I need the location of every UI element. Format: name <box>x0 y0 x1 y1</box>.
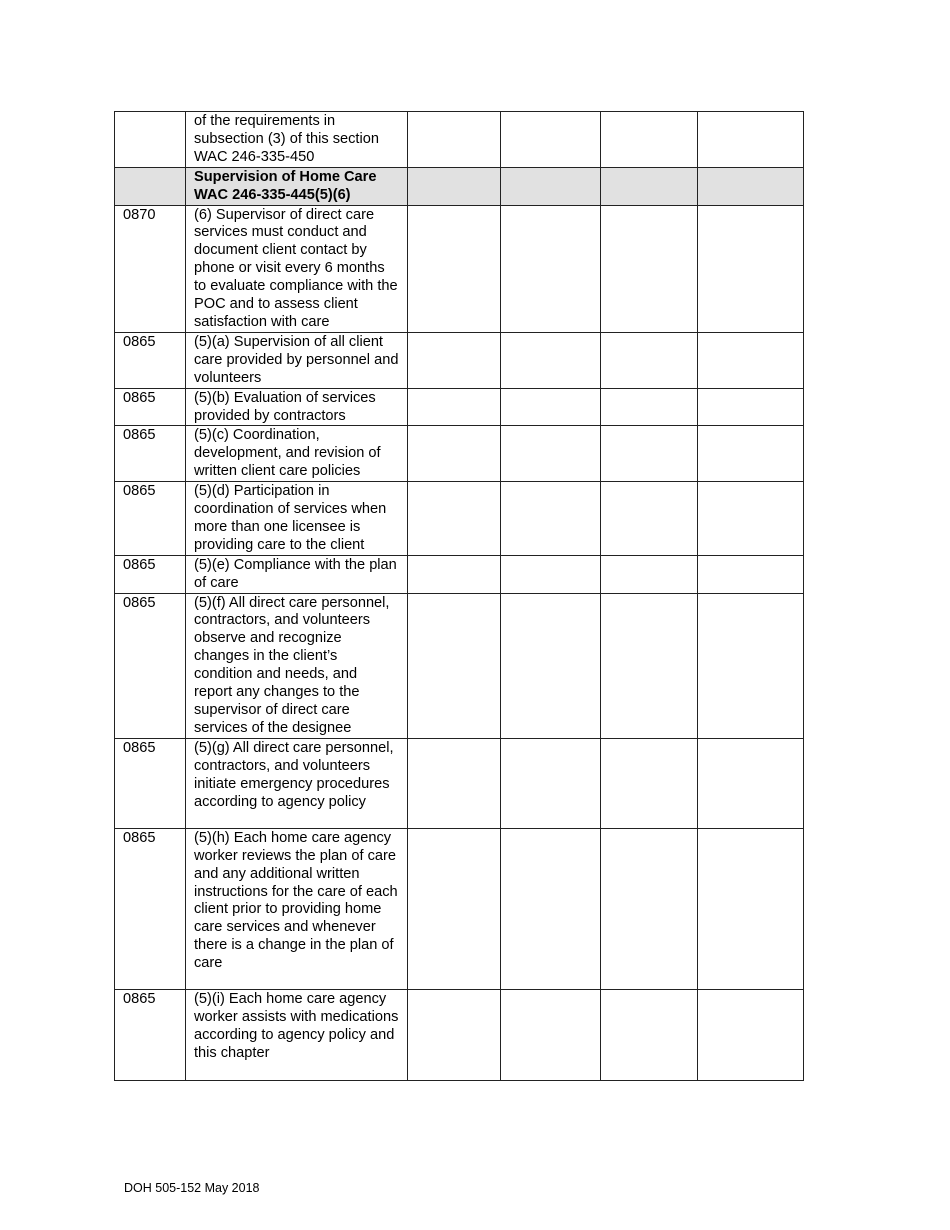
blank-cell <box>408 482 501 556</box>
table-row <box>115 828 804 989</box>
blank-cell <box>601 593 698 738</box>
form-footer: DOH 505-152 May 2018 <box>124 1181 260 1195</box>
blank-cell <box>601 828 698 989</box>
table-row <box>115 482 804 556</box>
requirement-cell: (5)(e) Compliance with the plan of care <box>186 555 408 593</box>
blank-cell <box>501 426 601 482</box>
blank-cell <box>698 167 804 205</box>
blank-cell <box>408 989 501 1080</box>
requirement-cell: (5)(a) Supervision of all client care provided by personnel and volunteers <box>186 332 408 388</box>
tag-cell: 0865 <box>115 828 186 989</box>
tag-cell: 0870 <box>115 205 186 332</box>
tag-cell: 0865 <box>115 482 186 556</box>
blank-cell <box>601 112 698 168</box>
blank-cell <box>408 205 501 332</box>
table-row <box>115 738 804 828</box>
blank-cell <box>501 593 601 738</box>
blank-cell <box>698 828 804 989</box>
blank-cell <box>698 205 804 332</box>
blank-cell <box>408 167 501 205</box>
blank-cell <box>601 482 698 556</box>
blank-cell <box>501 989 601 1080</box>
tag-cell: 0865 <box>115 388 186 426</box>
blank-cell <box>501 555 601 593</box>
tag-cell: 0865 <box>115 593 186 738</box>
blank-cell <box>408 388 501 426</box>
requirement-cell: (5)(f) All direct care personnel, contractors, and volunteers observe and recognize changes in the client’s condition and needs, and report any changes to the supervisor of direct care services of the designee <box>186 593 408 738</box>
table-row <box>115 593 804 738</box>
tag-cell: 0865 <box>115 426 186 482</box>
blank-cell <box>698 482 804 556</box>
blank-cell <box>601 426 698 482</box>
section-header-row <box>115 167 804 205</box>
blank-cell <box>501 738 601 828</box>
blank-cell <box>698 989 804 1080</box>
blank-cell <box>698 388 804 426</box>
requirement-cell: of the requirements in subsection (3) of this section WAC 246-335-450 <box>186 112 408 168</box>
blank-cell <box>698 426 804 482</box>
requirement-cell: (5)(h) Each home care agency worker reviews the plan of care and any additional written instructions for the care of each client prior to providing home care services and whenever there is a change in the plan of care <box>186 828 408 989</box>
blank-cell <box>501 167 601 205</box>
requirement-cell: (5)(b) Evaluation of services provided by contractors <box>186 388 408 426</box>
blank-cell <box>408 426 501 482</box>
tag-cell <box>115 112 186 168</box>
blank-cell <box>698 332 804 388</box>
blank-cell <box>698 738 804 828</box>
table-row <box>115 555 804 593</box>
requirement-cell: (5)(c) Coordination, development, and revision of written client care policies <box>186 426 408 482</box>
blank-cell <box>408 738 501 828</box>
blank-cell <box>601 167 698 205</box>
tag-cell: 0865 <box>115 989 186 1080</box>
blank-cell <box>501 828 601 989</box>
blank-cell <box>601 989 698 1080</box>
blank-cell <box>601 205 698 332</box>
blank-cell <box>408 593 501 738</box>
blank-cell <box>698 593 804 738</box>
blank-cell <box>408 555 501 593</box>
blank-cell <box>601 332 698 388</box>
section-title: Supervision of Home Care WAC 246-335-445(5)(6) <box>186 167 408 205</box>
tag-cell: 0865 <box>115 738 186 828</box>
blank-cell <box>501 388 601 426</box>
tag-cell: 0865 <box>115 555 186 593</box>
blank-cell <box>408 332 501 388</box>
table-row <box>115 332 804 388</box>
table-row <box>115 426 804 482</box>
tag-cell: 0865 <box>115 332 186 388</box>
table-row <box>115 112 804 168</box>
blank-cell <box>501 482 601 556</box>
tag-cell <box>115 167 186 205</box>
blank-cell <box>698 555 804 593</box>
requirement-cell: (5)(i) Each home care agency worker assists with medications according to agency policy and this chapter <box>186 989 408 1080</box>
requirement-cell: (5)(g) All direct care personnel, contractors, and volunteers initiate emergency procedures according to agency policy <box>186 738 408 828</box>
blank-cell <box>408 112 501 168</box>
table-row <box>115 388 804 426</box>
blank-cell <box>501 205 601 332</box>
blank-cell <box>501 112 601 168</box>
requirement-cell: (6) Supervisor of direct care services must conduct and document client contact by phone or visit every 6 months to evaluate compliance with the POC and to assess client satisfaction with care <box>186 205 408 332</box>
blank-cell <box>601 388 698 426</box>
table-row <box>115 989 804 1080</box>
blank-cell <box>601 738 698 828</box>
checklist-table <box>114 111 804 1081</box>
table-row <box>115 205 804 332</box>
blank-cell <box>698 112 804 168</box>
blank-cell <box>601 555 698 593</box>
blank-cell <box>408 828 501 989</box>
blank-cell <box>501 332 601 388</box>
requirement-cell: (5)(d) Participation in coordination of services when more than one licensee is providing care to the client <box>186 482 408 556</box>
